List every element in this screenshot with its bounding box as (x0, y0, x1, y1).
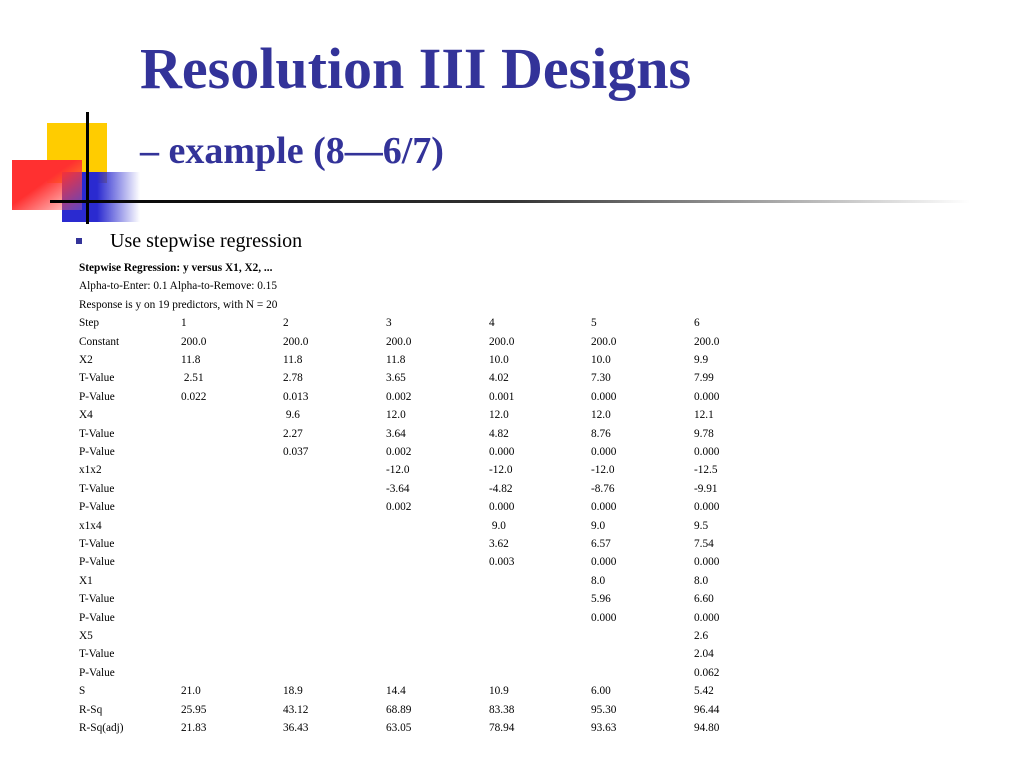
step-value-cell (181, 480, 283, 498)
step-value-cell: 0.000 (489, 501, 515, 514)
step-value-cell: 12.0 (591, 409, 611, 422)
table-row (79, 609, 774, 627)
step-value-cell (181, 498, 283, 516)
step-value-cell: 0.000 (591, 390, 617, 403)
row-label-cell: P-Value (79, 501, 115, 514)
step-value-cell (283, 461, 386, 479)
step-value-cell: 95.30 (591, 703, 617, 716)
step-value-cell: 10.0 (489, 353, 509, 366)
step-value-cell (283, 609, 386, 627)
row-label-cell: X4 (79, 409, 93, 422)
step-value-cell: 21.83 (181, 722, 207, 735)
step-value-cell (181, 664, 283, 682)
step-value-cell: -12.0 (386, 464, 410, 477)
step-value-cell: 9.0 (489, 519, 506, 532)
step-value-cell (283, 627, 386, 645)
step-value-cell (386, 535, 489, 553)
step-value-cell (283, 664, 386, 682)
step-value-cell (386, 664, 489, 682)
step-value-cell (181, 461, 283, 479)
step-value-cell: 0.000 (591, 611, 617, 624)
step-value-cell: 9.0 (591, 519, 606, 532)
row-label-cell: T-Value (79, 427, 115, 440)
square-bullet-icon (76, 238, 82, 244)
step-value-cell (386, 609, 489, 627)
step-value-cell (283, 590, 386, 608)
row-label-cell: P-Value (79, 611, 115, 624)
step-value-cell: 2.04 (694, 648, 714, 661)
step-value-cell: 9.5 (694, 519, 709, 532)
table-row (79, 535, 774, 553)
step-value-cell: 0.000 (591, 446, 617, 459)
step-value-cell: 6 (694, 317, 700, 330)
step-value-cell (181, 425, 283, 443)
step-value-cell: 0.000 (591, 501, 617, 514)
step-value-cell: 78.94 (489, 722, 515, 735)
row-label-cell: R-Sq(adj) (79, 722, 124, 735)
step-value-cell: 0.000 (694, 501, 720, 514)
step-value-cell: 8.76 (591, 427, 611, 440)
step-value-cell (283, 517, 386, 535)
table-row (79, 553, 774, 571)
output-alpha: Alpha-to-Enter: 0.1 Alpha-to-Remove: 0.15 (79, 280, 277, 293)
row-label-cell: x1x2 (79, 464, 102, 477)
step-value-cell: 200.0 (489, 335, 515, 348)
table-row (79, 719, 774, 737)
step-value-cell: 63.05 (386, 722, 412, 735)
table-row (79, 443, 774, 461)
row-label-cell: X5 (79, 630, 93, 643)
step-value-cell: 18.9 (283, 685, 303, 698)
step-value-cell: 0.000 (489, 446, 515, 459)
step-value-cell: 3.62 (489, 538, 509, 551)
step-value-cell (386, 572, 489, 590)
step-value-cell: 12.0 (489, 409, 509, 422)
row-label-cell: T-Value (79, 648, 115, 661)
step-value-cell: 0.062 (694, 666, 720, 679)
table-row (79, 351, 774, 369)
step-value-cell: -9.91 (694, 482, 718, 495)
step-value-cell (181, 590, 283, 608)
row-label-cell: T-Value (79, 538, 115, 551)
step-value-cell: 5.42 (694, 685, 714, 698)
step-value-cell (591, 627, 694, 645)
step-value-cell: 0.002 (386, 390, 412, 403)
step-value-cell: 2 (283, 317, 289, 330)
row-label-cell: P-Value (79, 446, 115, 459)
step-value-cell: -3.64 (386, 482, 410, 495)
table-row (79, 701, 774, 719)
step-value-cell (181, 572, 283, 590)
step-value-cell (489, 609, 591, 627)
bullet-text: Use stepwise regression (110, 230, 303, 252)
step-value-cell: 200.0 (694, 335, 720, 348)
step-value-cell: 10.9 (489, 685, 509, 698)
step-value-cell (181, 535, 283, 553)
table-row (79, 627, 774, 645)
step-value-cell: 25.95 (181, 703, 207, 716)
step-value-cell: 0.003 (489, 556, 515, 569)
step-value-cell (181, 443, 283, 461)
step-value-cell: 43.12 (283, 703, 309, 716)
step-value-cell (489, 627, 591, 645)
step-value-cell: 200.0 (591, 335, 617, 348)
table-row (79, 498, 774, 516)
step-value-cell (386, 590, 489, 608)
regression-output (79, 259, 774, 738)
step-value-cell: 8.0 (591, 574, 606, 587)
step-value-cell (181, 406, 283, 424)
bullet-item (76, 230, 302, 253)
step-value-cell (489, 645, 591, 663)
row-label-cell: P-Value (79, 666, 115, 679)
row-label-cell: T-Value (79, 482, 115, 495)
table-row (79, 461, 774, 479)
step-value-cell: 0.000 (591, 556, 617, 569)
step-value-cell (283, 645, 386, 663)
step-value-cell: 0.000 (694, 390, 720, 403)
step-value-cell (283, 535, 386, 553)
step-value-cell (283, 480, 386, 498)
table-row (79, 682, 774, 700)
step-value-cell: 5.96 (591, 593, 611, 606)
output-response: Response is y on 19 predictors, with N = 20 (79, 298, 278, 311)
table-row (79, 369, 774, 387)
step-value-cell: 96.44 (694, 703, 720, 716)
output-header: Stepwise Regression: y versus X1, X2, ... (79, 262, 273, 274)
step-value-cell (283, 553, 386, 571)
step-value-cell: 36.43 (283, 722, 309, 735)
step-value-cell: 9.78 (694, 427, 714, 440)
row-label-cell: x1x4 (79, 519, 102, 532)
step-value-cell: -12.0 (591, 464, 615, 477)
step-value-cell: 3.65 (386, 372, 406, 385)
step-value-cell: 9.9 (694, 353, 709, 366)
table-row (79, 480, 774, 498)
step-value-cell: 2.27 (283, 427, 303, 440)
step-value-cell (489, 664, 591, 682)
stepwise-table (79, 314, 774, 737)
step-value-cell (386, 553, 489, 571)
row-label-cell: T-Value (79, 372, 115, 385)
row-label-cell: P-Value (79, 556, 115, 569)
step-value-cell: 14.4 (386, 685, 406, 698)
step-value-cell: 4.82 (489, 427, 509, 440)
step-value-cell: 94.80 (694, 722, 720, 735)
step-value-cell (181, 609, 283, 627)
table-row (79, 664, 774, 682)
step-value-cell: -12.5 (694, 464, 718, 477)
row-label-cell: Step (79, 317, 100, 330)
step-value-cell: 200.0 (386, 335, 412, 348)
row-label-cell: X1 (79, 574, 93, 587)
step-value-cell (283, 572, 386, 590)
step-value-cell: 6.60 (694, 593, 714, 606)
step-value-cell (386, 517, 489, 535)
table-row (79, 388, 774, 406)
step-value-cell: 0.002 (386, 501, 412, 514)
step-value-cell (489, 572, 591, 590)
step-value-cell: 9.6 (283, 409, 300, 422)
step-value-cell (181, 517, 283, 535)
table-row (79, 590, 774, 608)
step-value-cell: 11.8 (386, 353, 406, 366)
row-label-cell: T-Value (79, 593, 115, 606)
step-value-cell: 200.0 (181, 335, 207, 348)
step-value-cell: 7.54 (694, 538, 714, 551)
step-value-cell: 0.037 (283, 446, 309, 459)
row-label-cell: S (79, 685, 86, 698)
step-value-cell (386, 627, 489, 645)
table-row (79, 517, 774, 535)
step-value-cell: 21.0 (181, 685, 201, 698)
step-value-cell: 0.013 (283, 390, 309, 403)
step-value-cell: 6.00 (591, 685, 611, 698)
step-value-cell: 1 (181, 317, 187, 330)
step-value-cell: -4.82 (489, 482, 513, 495)
step-value-cell: 11.8 (181, 353, 201, 366)
step-value-cell: 68.89 (386, 703, 412, 716)
step-value-cell: 93.63 (591, 722, 617, 735)
step-value-cell (591, 664, 694, 682)
step-value-cell (181, 645, 283, 663)
row-label-cell: X2 (79, 353, 93, 366)
step-value-cell: 5 (591, 317, 597, 330)
step-value-cell: 0.000 (694, 556, 720, 569)
step-value-cell (181, 553, 283, 571)
step-value-cell: 200.0 (283, 335, 309, 348)
slide-subtitle: – example (8—6/7) (140, 130, 444, 172)
step-value-cell: 83.38 (489, 703, 515, 716)
step-value-cell: 6.57 (591, 538, 611, 551)
table-row (79, 425, 774, 443)
step-value-cell: 2.6 (694, 630, 709, 643)
table-row (79, 406, 774, 424)
step-value-cell: 12.0 (386, 409, 406, 422)
step-value-cell (591, 645, 694, 663)
table-row (79, 572, 774, 590)
step-value-cell: 3.64 (386, 427, 406, 440)
step-value-cell: 2.51 (181, 372, 204, 385)
step-value-cell (489, 590, 591, 608)
table-row (79, 314, 774, 332)
step-value-cell: 7.30 (591, 372, 611, 385)
step-value-cell: 7.99 (694, 372, 714, 385)
step-value-cell: 11.8 (283, 353, 303, 366)
decor-vertical-line (86, 112, 89, 224)
table-row (79, 645, 774, 663)
step-value-cell: 4 (489, 317, 495, 330)
step-value-cell: 0.001 (489, 390, 515, 403)
row-label-cell: R-Sq (79, 703, 103, 716)
step-value-cell: 0.000 (694, 611, 720, 624)
step-value-cell: 10.0 (591, 353, 611, 366)
table-row (79, 333, 774, 351)
step-value-cell: 0.000 (694, 446, 720, 459)
step-value-cell (181, 627, 283, 645)
step-value-cell (386, 645, 489, 663)
step-value-cell: -8.76 (591, 482, 615, 495)
step-value-cell: -12.0 (489, 464, 513, 477)
step-value-cell: 4.02 (489, 372, 509, 385)
step-value-cell (283, 498, 386, 516)
step-value-cell: 0.002 (386, 446, 412, 459)
row-label-cell: Constant (79, 335, 120, 348)
step-value-cell: 3 (386, 317, 392, 330)
step-value-cell: 8.0 (694, 574, 709, 587)
title-divider-line (50, 200, 970, 203)
step-value-cell: 2.78 (283, 372, 303, 385)
step-value-cell: 0.022 (181, 390, 207, 403)
row-label-cell: P-Value (79, 390, 115, 403)
step-value-cell: 12.1 (694, 409, 714, 422)
slide-title: Resolution III Designs (140, 36, 692, 101)
